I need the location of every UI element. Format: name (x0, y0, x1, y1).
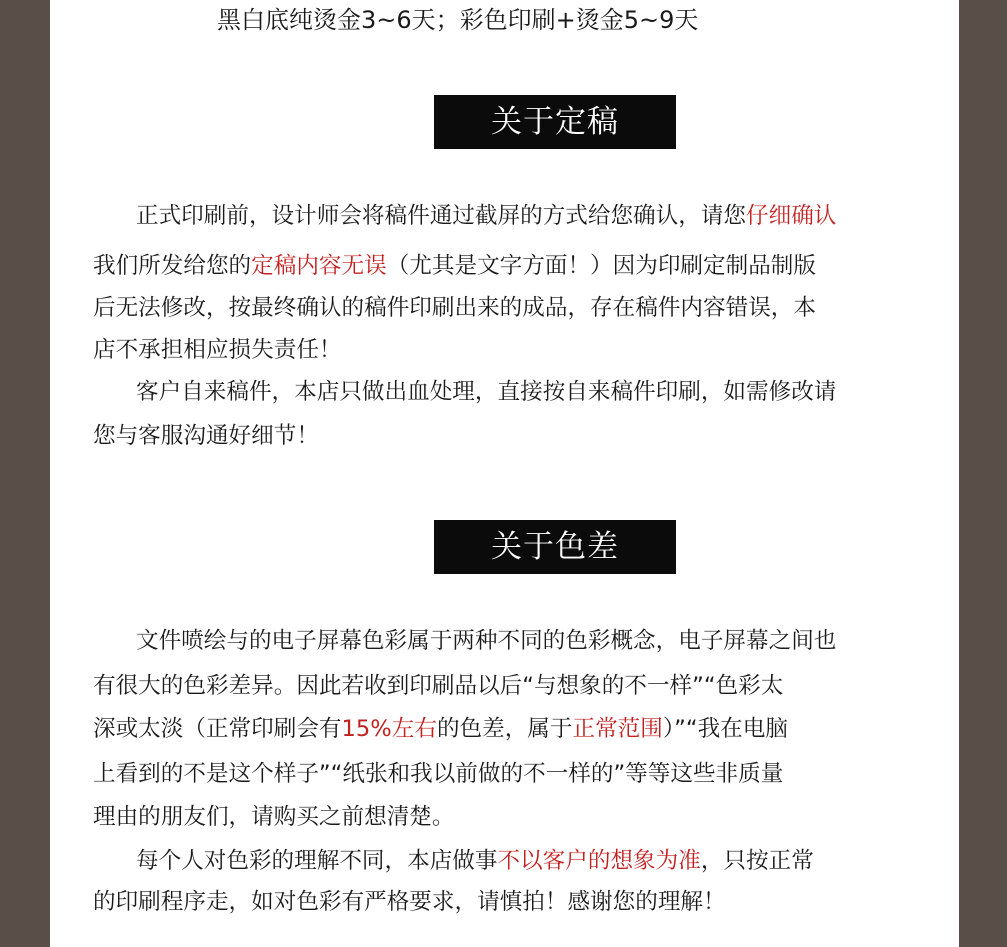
text-segment: ，只按正常 (700, 848, 814, 874)
content-page (50, 0, 959, 947)
paragraph-line (93, 876, 726, 929)
text-segment: 每个人对色彩的理解不同，本店做事 (136, 848, 498, 874)
text-segment: 后无法修改，按最终确认的稿件印刷出来的成品，存在稿件内容错误，本 (93, 295, 816, 321)
text-segment: 店不承担相应损失责任！ (93, 337, 342, 363)
text-segment: 深或太淡（正常印刷会有 (93, 716, 342, 742)
text-segment: ）”“我在电脑 (662, 716, 788, 742)
section-heading-final-draft: 关于定稿 (434, 95, 676, 149)
text-segment: 理由的朋友们，请购买之前想清楚。 (93, 804, 455, 830)
emphasis-text: 15%左右 (341, 716, 437, 742)
text-segment: 客户自来稿件，本店只做出血处理，直接按自来稿件印刷，如需修改请 (136, 379, 837, 405)
text-segment: 上看到的不是这个样子”“纸张和我以前做的不一样的”等等这些非质量 (93, 761, 784, 787)
text-segment: （尤其是文字方面！）因为印刷定制品制版 (386, 253, 816, 279)
emphasis-text: 仔细确认 (746, 203, 837, 229)
text-segment: 正式印刷前，设计师会将稿件通过截屏的方式给您确认，请您 (136, 203, 747, 229)
text-segment: 我们所发给您的 (93, 253, 252, 279)
paragraph-line (136, 190, 836, 243)
text-segment: 您与客服沟通好细节！ (93, 423, 319, 449)
section-heading-color-difference: 关于色差 (434, 520, 676, 574)
emphasis-text: 定稿内容无误 (251, 253, 387, 279)
paragraph-line (93, 410, 319, 463)
text-segment: 的色差，属于 (436, 716, 573, 742)
production-time-text: 黑白底纯烫金3~6天；彩色印刷+烫金5~9天 (217, 6, 699, 34)
text-segment: 文件喷绘与的电子屏幕色彩属于两种不同的色彩概念，电子屏幕之间也 (136, 628, 837, 654)
text-segment: 的印刷程序走，如对色彩有严格要求，请慎拍！感谢您的理解！ (93, 889, 726, 915)
emphasis-text: 不以客户的想象为准 (497, 848, 701, 874)
text-segment: 有很大的色彩差异。因此若收到印刷品以后“与想象的不一样”“色彩太 (93, 673, 784, 699)
emphasis-text: 正常范围 (572, 716, 663, 742)
